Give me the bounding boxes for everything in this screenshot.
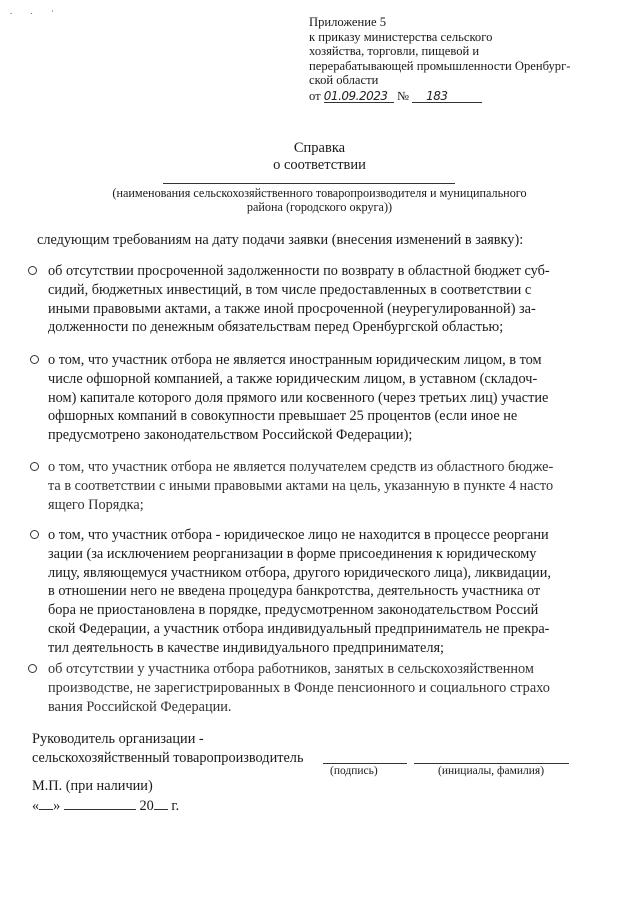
- month-blank: [64, 797, 136, 810]
- handwritten-number: 183: [412, 90, 482, 103]
- order-date-number: [309, 89, 609, 104]
- list-item-text: [48, 351, 588, 445]
- number-prefix: №: [396, 88, 409, 103]
- appendix-line: Приложение 5: [309, 15, 387, 29]
- circle-bullet-icon: [30, 355, 39, 364]
- item-line: та в соответствии с иными правовыми актами на цель, указанную в пункте 4 насто: [48, 477, 554, 494]
- item-line: об отсутствии у участника отбора работников, занятых в сельскохозяйственном: [48, 661, 534, 677]
- item-line: ящего Порядка;: [48, 496, 144, 513]
- item-line: офшорных компаний в совокупности превышает 25 процентов (если иное не: [48, 408, 518, 425]
- item-line: числе офшорной компанией, а также юридическим лицом, в уставном (складоч-: [48, 370, 538, 387]
- scan-marks: . . ·: [10, 6, 62, 16]
- year-blank: [154, 797, 168, 810]
- year-suffix: г.: [171, 798, 180, 814]
- producer-name-caption: [60, 186, 579, 214]
- item-line: тил деятельность в качестве индивидуального предпринимателя;: [48, 639, 444, 656]
- signer-title: Руководитель организации -: [32, 731, 204, 747]
- item-line: об отсутствии просроченной задолженности по возврату в областной бюджет суб-: [48, 263, 550, 279]
- item-line: сидий, бюджетных инвестиций, в том числе предоставленных в соответствии с: [48, 281, 532, 298]
- circle-bullet-icon: [28, 266, 37, 275]
- day-blank: [39, 797, 53, 810]
- seal-note: М.П. (при наличии): [32, 778, 153, 794]
- initials-blank-line: [414, 763, 569, 764]
- signature-date-line: [32, 797, 179, 815]
- item-line: долженности по денежным обязательствам перед Оренбургской областью;: [48, 319, 504, 336]
- handwritten-date: 01.09.2023: [324, 90, 394, 103]
- producer-name-blank-line: [163, 183, 455, 184]
- document-subtitle: о соответствии: [273, 157, 366, 173]
- item-line: о том, что участник отбора не является получателем средств из областного бюдже-: [48, 459, 554, 475]
- item-line: иными правовыми актами, а также иной просроченной (неурегулированной) за-: [48, 300, 536, 317]
- list-item-text: [48, 458, 588, 514]
- caption-line: (наименования сельскохозяйственного товаропроизводителя и муниципального: [112, 186, 527, 200]
- signer-role: сельскохозяйственный товаропроизводитель: [32, 749, 304, 766]
- item-line: бора не приостановлена в порядке, предусмотренном законодательством Россий: [48, 602, 539, 619]
- appendix-line: перерабатывающей промышленности Оренбург-: [309, 58, 571, 73]
- list-item-text: [48, 526, 588, 658]
- circle-bullet-icon: [30, 462, 39, 471]
- document-title: Справка: [293, 140, 346, 156]
- circle-bullet-icon: [30, 530, 39, 539]
- signature-block: [32, 730, 303, 767]
- signature-blank-line: [323, 763, 407, 764]
- requirements-intro: следующим требованиям на дату подачи заявки (внесения изменений в заявку):: [37, 232, 524, 248]
- date-prefix: от: [309, 88, 321, 103]
- item-line: ской Федерации, а участник отбора индивидуальный предприниматель не прекра-: [48, 620, 550, 637]
- list-item-text: [48, 262, 588, 337]
- item-line: лицу, являющемуся участником отбора, другого юридического лица), ликвидации,: [48, 564, 551, 581]
- item-line: о том, что участник отбора - юридическое лицо не находится в процессе реоргани: [48, 527, 549, 543]
- appendix-line: хозяйства, торговли, пищевой и: [309, 44, 480, 59]
- appendix-line: ской области: [309, 73, 379, 88]
- caption-line: района (городского округа)): [246, 200, 393, 214]
- item-line: предусмотрено законодательством Российской Федерации);: [48, 427, 413, 444]
- appendix-line: к приказу министерства сельского: [309, 29, 493, 44]
- signature-caption: (подпись): [330, 765, 378, 777]
- date-open-quote: «: [32, 798, 40, 814]
- circle-bullet-icon: [28, 664, 37, 673]
- item-line: зации (за исключением реорганизации в форме присоединения к юридическому: [48, 545, 537, 562]
- initials-caption: (инициалы, фамилия): [438, 765, 545, 777]
- item-line: в отношении него не введена процедура банкротства, деятельность участника от: [48, 583, 541, 600]
- list-item-text: [48, 660, 588, 716]
- item-line: ном) капитале которого доля прямого или косвенного (через третьих лиц) участие: [48, 389, 549, 406]
- date-close-quote: »: [53, 798, 61, 814]
- item-line: вания Российской Федерации.: [48, 698, 232, 715]
- year-prefix: 20: [139, 798, 154, 814]
- item-line: о том, что участник отбора не является иностранным юридическим лицом, в том: [48, 352, 542, 368]
- item-line: производстве, не зарегистрированных в Фонде пенсионного и социального страхо: [48, 679, 550, 696]
- appendix-header: [309, 15, 609, 104]
